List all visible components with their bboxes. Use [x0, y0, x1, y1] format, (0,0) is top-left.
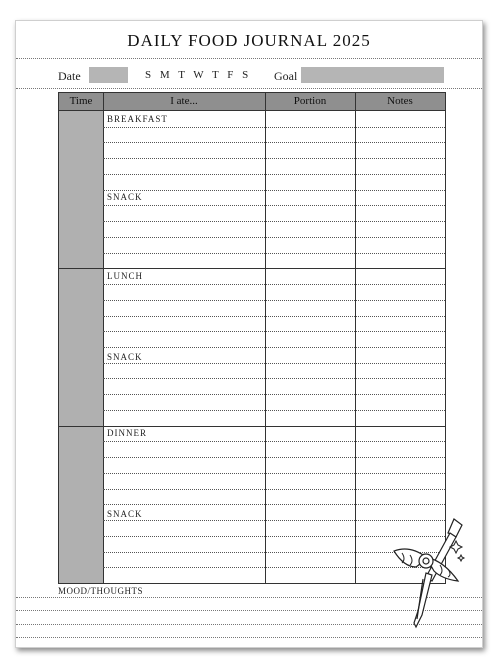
table-header	[59, 93, 445, 111]
date-goal-row	[58, 67, 448, 85]
goal-field[interactable]	[301, 67, 444, 83]
sword-icon	[392, 515, 468, 629]
title-divider	[16, 58, 482, 59]
table-row-line	[103, 489, 445, 490]
date-label: Date	[58, 69, 81, 83]
column-divider	[265, 93, 266, 583]
table-row-line	[103, 237, 445, 238]
table-row-line	[103, 190, 445, 191]
header-time: Time	[69, 95, 93, 107]
table-row-line	[103, 441, 445, 442]
meal-label-snack: SNACK	[107, 352, 143, 362]
table-row-line	[103, 253, 445, 254]
meal-label-dinner: DINNER	[107, 428, 147, 438]
table-row-line	[103, 300, 445, 301]
table-row-line	[103, 221, 445, 222]
time-column	[59, 111, 103, 583]
header-notes: Notes	[387, 95, 413, 107]
page-title: DAILY FOOD JOURNAL 2025	[127, 31, 371, 50]
section-divider	[59, 426, 445, 427]
meal-label-snack: SNACK	[107, 192, 143, 202]
table-row-line	[103, 347, 445, 348]
header-divider	[16, 88, 482, 89]
table-row-line	[103, 331, 445, 332]
weekday-selector[interactable]: S M T W T F S	[145, 69, 252, 81]
table-row-line	[103, 363, 445, 364]
table-row-line	[103, 504, 445, 505]
column-divider	[103, 93, 104, 583]
table-row-line	[103, 473, 445, 474]
table-row-line	[103, 378, 445, 379]
table-row-line	[103, 284, 445, 285]
header-portion: Portion	[293, 95, 327, 107]
column-divider	[355, 93, 356, 583]
header-i-ate: I ate...	[170, 95, 198, 107]
meal-label-lunch: LUNCH	[107, 271, 143, 281]
mood-thoughts-label: MOOD/THOUGHTS	[58, 586, 143, 596]
meal-label-breakfast: BREAKFAST	[107, 114, 168, 124]
section-divider	[59, 268, 445, 269]
table-row-line	[103, 410, 445, 411]
table-row-line	[103, 205, 445, 206]
table-row-line	[103, 174, 445, 175]
food-log-table	[58, 92, 446, 584]
table-row-line	[103, 316, 445, 317]
table-row-line	[103, 127, 445, 128]
table-row-line	[103, 142, 445, 143]
date-field[interactable]	[89, 67, 128, 83]
goal-label: Goal	[274, 69, 298, 83]
table-row-line	[103, 457, 445, 458]
table-row-line	[103, 394, 445, 395]
meal-label-snack: SNACK	[107, 509, 143, 519]
journal-page	[15, 20, 483, 648]
mood-line	[16, 637, 482, 638]
table-row-line	[103, 158, 445, 159]
